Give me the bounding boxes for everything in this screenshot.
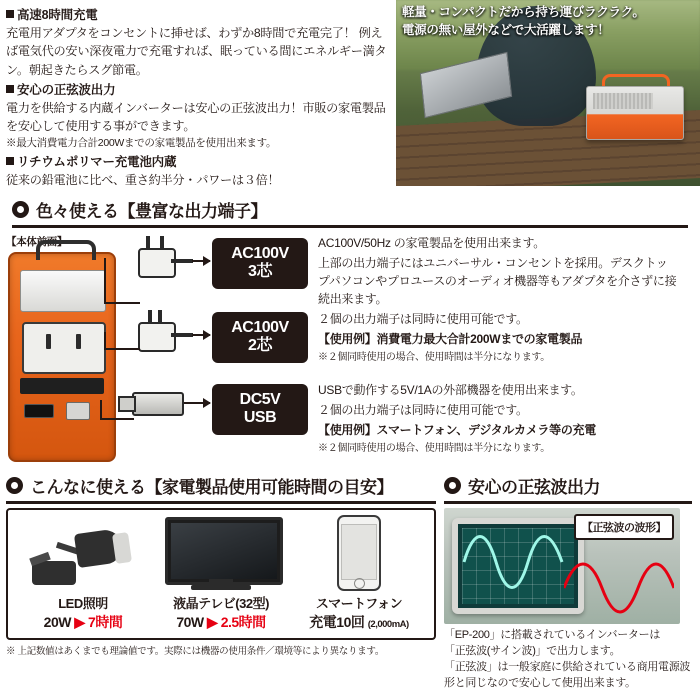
note-max-power: ※最大消費電力合計200Wまでの家電製品を使用出来ます。 bbox=[6, 136, 277, 149]
appliance-watt: 70W bbox=[176, 614, 204, 630]
appliance-sub: (2,000mA) bbox=[367, 619, 409, 630]
sine-heading bbox=[444, 470, 692, 501]
terminals-heading bbox=[6, 194, 694, 225]
leader-line-usb bbox=[100, 400, 134, 420]
oscilloscope-photo bbox=[444, 508, 680, 624]
usage-heading-text: こんなに使える【家電製品使用可能時間の目安】 bbox=[30, 478, 393, 497]
terminals-section bbox=[0, 186, 700, 464]
port-label-line1: DC5V bbox=[239, 391, 281, 408]
port-label-line1: AC100V bbox=[231, 245, 289, 262]
arrow-icon: ▶ bbox=[207, 614, 218, 630]
photo-power-station bbox=[586, 86, 684, 140]
heading-text: 高速8時間充電 bbox=[17, 8, 98, 22]
square-bullet-icon bbox=[6, 10, 14, 18]
port-label-line1: AC100V bbox=[231, 319, 289, 336]
front-panel-label: 【本体前面】 bbox=[6, 236, 68, 248]
photo-caption-line1: 軽量・コンパクトだから持ち運びラクラク。 bbox=[402, 5, 645, 19]
ac-use-text: 消費電力最大合計200Wまでの家電製品 bbox=[376, 332, 583, 346]
terminals-heading-text: 色々使える【豊富な出力端子】 bbox=[36, 202, 267, 221]
appliance-value bbox=[20, 612, 146, 632]
appliance-time: 2.5時間 bbox=[220, 614, 266, 630]
heading-text: 安心の正弦波出力 bbox=[17, 83, 116, 98]
arrow-icon: ▶ bbox=[74, 614, 85, 630]
usb-use-label: 【使用例】 bbox=[318, 423, 377, 437]
appliance-name: スマートフォン bbox=[315, 596, 403, 611]
device-black-bar bbox=[20, 378, 104, 394]
usb-plug-icon bbox=[132, 392, 184, 416]
sine-text-line2: 「正弦波(サイン波)」で出力します。 bbox=[444, 644, 621, 657]
appliance-name: 液晶テレビ(32型) bbox=[173, 596, 269, 611]
heading-sine-output bbox=[6, 81, 388, 99]
heading-lipo-battery bbox=[6, 153, 388, 171]
photo-caption bbox=[396, 0, 700, 43]
usage-heading bbox=[6, 470, 436, 501]
bullet-circle-icon bbox=[12, 201, 29, 218]
port-badge-ac100v-2pin bbox=[212, 312, 308, 363]
ac-3pin-plug-icon bbox=[138, 248, 176, 278]
top-section bbox=[0, 0, 700, 186]
usb-desc-line1: USBで動作する5V/1Aの外部機器を使用出来ます。 bbox=[318, 383, 583, 397]
usage-panel bbox=[6, 508, 436, 640]
bottom-section bbox=[0, 464, 700, 692]
usage-block bbox=[6, 470, 436, 692]
appliance-name: LED照明 bbox=[58, 596, 108, 611]
square-bullet-icon bbox=[6, 85, 14, 93]
photo-caption-line2: 電源の無い屋外などで大活躍します！ bbox=[402, 22, 610, 37]
red-sine-overlay bbox=[564, 560, 674, 616]
arrow-to-usb bbox=[184, 402, 210, 404]
ac-desc-line1: AC100V/50Hz の家電製品を使用出来ます。 bbox=[318, 236, 545, 250]
terminals-body bbox=[6, 234, 694, 462]
sine-heading-underline bbox=[444, 501, 692, 504]
top-left-text bbox=[0, 0, 396, 186]
ac-note: ※２個同時使用の場合、使用時間は半分になります。 bbox=[318, 352, 550, 363]
bullet-circle-icon bbox=[6, 477, 23, 494]
connector-diagram bbox=[118, 234, 314, 462]
sine-block bbox=[444, 470, 692, 692]
top-photo bbox=[396, 0, 700, 186]
device-display-panel bbox=[20, 270, 106, 312]
usage-heading-underline bbox=[6, 501, 436, 504]
appliance-item bbox=[158, 515, 284, 632]
leader-line-ac3 bbox=[104, 258, 140, 304]
device-usb-port bbox=[24, 404, 54, 418]
ac-use-label: 【使用例】 bbox=[318, 332, 377, 346]
device-front-illustration bbox=[8, 252, 116, 462]
bullet-circle-icon bbox=[444, 477, 461, 494]
smartphone-icon bbox=[296, 515, 422, 591]
square-bullet-icon bbox=[6, 157, 14, 165]
ac-desc-line2: 上部の出力端子にはユニバーサル・コンセントを採用。デスクトップパソコンやプロユースのオーディオ機器等もアダプタを介さずに接続出来ます。 bbox=[318, 256, 677, 306]
ac-2pin-plug-icon bbox=[138, 322, 176, 352]
ac-desc-line3: ２個の出力端子は同時に使用可能です。 bbox=[318, 312, 528, 326]
sine-text-line3: 「正弦波」は一般家庭に供給されている商用電源波形と同じなので安心して使用出来ます。 bbox=[444, 660, 691, 689]
sine-description bbox=[444, 628, 692, 692]
port-badge-ac100v-3pin bbox=[212, 238, 308, 289]
appliance-list bbox=[14, 516, 428, 632]
usb-use-text: スマートフォン、デジタルカメラ等の充電 bbox=[376, 423, 596, 437]
appliance-item bbox=[20, 515, 146, 632]
heading-fast-charge bbox=[6, 6, 388, 24]
device-power-switch bbox=[66, 402, 90, 420]
port-label-line2: USB bbox=[243, 408, 277, 426]
port-badge-dc5v-usb bbox=[212, 384, 308, 435]
paragraph-lipo-battery: 従来の鉛電池に比べ、重さ約半分・パワーは３倍！ bbox=[6, 173, 280, 188]
appliance-value bbox=[296, 612, 422, 632]
heading-text: リチウムポリマー充電池内蔵 bbox=[17, 154, 177, 169]
terminals-description bbox=[314, 234, 678, 462]
appliance-item bbox=[296, 515, 422, 632]
device-illustration-column bbox=[6, 234, 118, 462]
led-lamp-icon bbox=[20, 515, 146, 591]
appliance-watt: 充電10回 bbox=[309, 614, 365, 630]
sine-text-line1: 「EP-200」に搭載されているインバーターは bbox=[444, 629, 661, 641]
ac-use-example bbox=[318, 330, 678, 348]
appliance-value bbox=[158, 612, 284, 632]
device-ac-outlet bbox=[22, 322, 106, 374]
appliance-time: 7時間 bbox=[88, 614, 123, 630]
port-label-line2: 3芯 bbox=[248, 262, 272, 280]
arrow-to-ac3 bbox=[192, 260, 210, 262]
appliance-watt: 20W bbox=[43, 614, 71, 630]
device-handle-icon bbox=[36, 240, 96, 260]
port-label-line2: 2芯 bbox=[248, 336, 272, 354]
leader-line-ac2 bbox=[104, 332, 140, 350]
usb-note: ※２個同時使用の場合、使用時間は半分になります。 bbox=[318, 443, 550, 454]
sine-callout: 【正弦波の波形】 bbox=[574, 514, 674, 540]
lcd-tv-icon bbox=[158, 515, 284, 591]
usb-desc-line2: ２個の出力端子は同時に使用可能です。 bbox=[318, 403, 528, 417]
usb-use-example bbox=[318, 421, 678, 439]
sine-wave-trace bbox=[462, 528, 566, 596]
sine-heading-text: 安心の正弦波出力 bbox=[468, 478, 600, 497]
paragraph-fast-charge: 充電用アダプタをコンセントに挿せば、わずか8時間で充電完了！ 例えば電気代の安い深夜電力で充電すれば、眠っている間にエネルギー満タン。朝起きたらスグ節電。 bbox=[6, 26, 387, 77]
heading-underline bbox=[12, 225, 688, 228]
arrow-to-ac2 bbox=[192, 334, 210, 336]
usage-footnote: ※ 上記数値はあくまでも理論値です。実際には機器の使用条件／環境等により異なります。 bbox=[6, 646, 385, 657]
paragraph-sine-output: 電力を供給する内蔵インバーターは安心の正弦波出力！市販の家電製品を安心して使用する事ができます。 bbox=[6, 101, 386, 134]
